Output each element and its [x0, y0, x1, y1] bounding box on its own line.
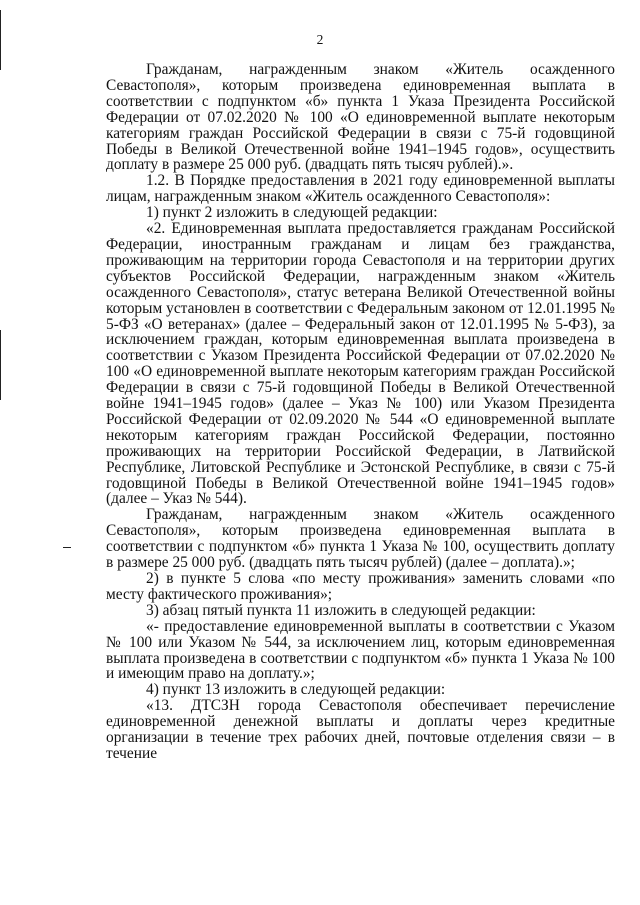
paragraph: 4) пункт 13 изложить в следующей редакции: — [146, 681, 446, 699]
scan-edge-mark — [0, 330, 1, 400]
paragraph: Гражданам, награжденным знаком «Житель осажденного Севастополя», которым произведена единовременная выплата в соответствии с подпунктом «б» пункта 1 Указа № 100, осуществить доплату в размере 25 000 руб. (двадцать пять тысяч рублей) (далее – доплата).»; — [106, 506, 615, 572]
paragraph: 3) абзац пятый пункта 11 изложить в следующей редакции: — [146, 601, 536, 619]
paragraph: «2. Единовременная выплата предоставляется гражданам Российской Федерации, иностранным гражданам и лицам без гражданства, проживающим на территории города Севастополя и на территории других субъектов Российской Федерации, награжденным знаком «Житель осажденного Севастополя», статус ветерана Великой Отечественной войны которым установлен в соответствии с Федеральным законом от 12.01.1995 № 5-ФЗ «О ветеранах» (далее – Федеральный закон от 12.01.1995 № 5-ФЗ), за исключением граждан, которым единовременная выплата произведена в соответствии с Указом Президента Российской Федерации от 07.02.2020 № 100 «О единовременной выплате некоторым категориям граждан Российской Федерации в связи с 75-й годовщиной Победы в Великой Отечественной войне 1941–1945 годов» (далее – Указ № 100) или Указом Президента Российской Федерации от 02.09.2020 № 544 «О единовременной выплате некоторым категориям граждан Российской Федерации, постоянно проживающих на территории Российской Федерации, в Латвийской Республике, Литовской Республике и Эстонской Республике, в связи с 75-й годовщиной Победы в Великой Отечественной войне 1941–1945 годов» (далее – Указ № 544). — [106, 220, 615, 508]
paragraph: «- предоставление единовременной выплаты в соответствии с Указом № 100 или Указом № 544, за исключением лиц, которым единовременная выплата произведена в соответствии с подпунктом «б» пункта 1 Указа № 100 и имеющим право на доплату.»; — [106, 617, 615, 683]
paragraph: «13. ДТСЗН города Севастополя обеспечивает перечисление единовременной денежной выплаты и доплаты через кредитные организации в течение трех рабочих дней, почтовые отделения связи – в течение — [106, 697, 615, 762]
document-body — [106, 62, 615, 762]
paragraph: 1.2. В Порядке предоставления в 2021 году единовременной выплаты лицам, награжденным знаком «Житель осажденного Севастополя»: — [106, 172, 615, 206]
paragraph: 1) пункт 2 изложить в следующей редакции: — [146, 204, 438, 222]
scan-edge-mark — [63, 547, 71, 548]
paragraph: Гражданам, награжденным знаком «Житель осажденного Севастополя», которым произведена единовременная выплата в соответствии с подпунктом «б» пункта 1 Указа Президента Российской Федерации от 07.02.2020 № 100 «О единовременной выплате некоторым категориям граждан Российской Федерации в связи с 75-й годовщиной Победы в Великой Отечественной войне 1941–1945 годов», осуществить доплату в размере 25 000 руб. (двадцать пять тысяч рублей).». — [106, 61, 615, 174]
paragraph: 2) в пункте 5 слова «по месту проживания» заменить словами «по месту фактического проживания»; — [106, 570, 615, 603]
page-number: 2 — [316, 32, 324, 47]
